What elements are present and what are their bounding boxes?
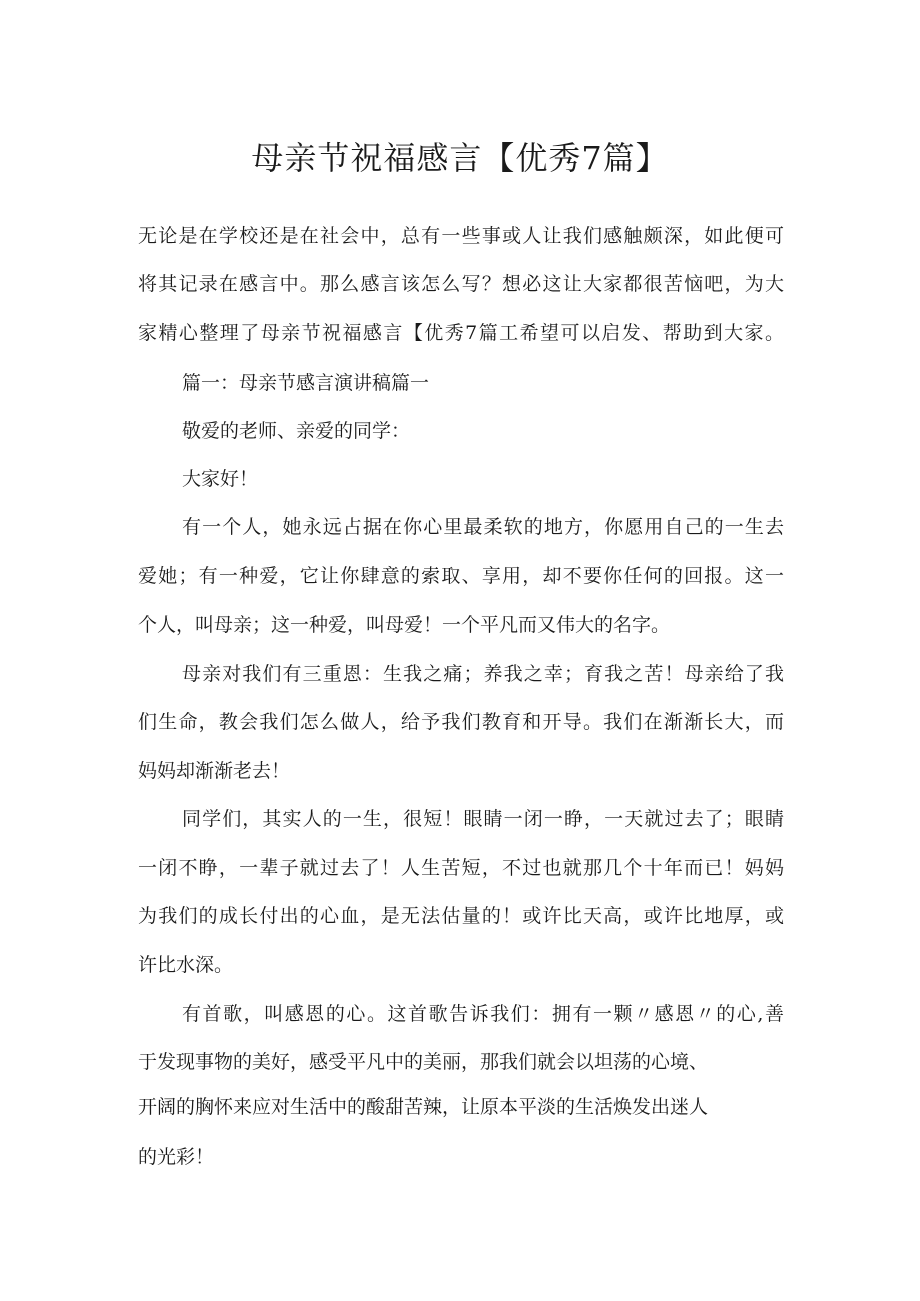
paragraph-2-line-1: 母亲对我们有三重恩：生我之痛；养我之幸；育我之苦！母亲给了我 [182,663,784,685]
paragraph-2-line-2: 们生命，教会我们怎么做人，给予我们教育和开导。我们在渐渐长大，而 [138,711,784,733]
salutation: 敬爱的老师、亲爱的同学： [182,420,411,442]
paragraph-2-line-3: 妈妈却渐渐老去！ [138,760,291,782]
paragraph-4-line-3: 开阔的胸怀来应对生活中的酸甜苦辣，让原本平淡的生活焕发出迷人 [138,1096,709,1118]
section-heading: 篇一：母亲节感言演讲稿篇一 [182,372,430,394]
paragraph-4-line-4: 的光彩！ [138,1146,215,1168]
intro-line-3: 家精心整理了母亲节祝福感言【优秀7篇工希望可以启发、帮助到大家。 [138,322,784,344]
paragraph-3-line-3: 为我们的成长付出的心血，是无法估量的！或许比天高，或许比地厚，或 [138,905,784,927]
paragraph-1-line-3: 个人，叫母亲；这一种爱，叫母爱！一个平凡而又伟大的名字。 [138,614,671,636]
paragraph-1-line-1: 有一个人，她永远占据在你心里最柔软的地方，你愿用自己的一生去 [182,516,784,538]
document-title: 母亲节祝福感言【优秀7篇】 [251,139,669,177]
intro-line-1: 无论是在学校还是在社会中，总有一些事或人让我们感触颇深，如此便可 [138,225,784,247]
paragraph-4-line-1: 有首歌，叫感恩的心。这首歌告诉我们：拥有一颗〃感恩〃的心,善 [182,1003,784,1025]
paragraph-3-line-4: 许比水深。 [138,954,234,976]
paragraph-3-line-2: 一闭不睁，一辈子就过去了！人生苦短，不过也就那几个十年而已！妈妈 [138,857,784,879]
paragraph-3-line-1: 同学们，其实人的一生，很短！眼睛一闭一睁，一天就过去了；眼睛 [182,808,784,830]
intro-line-2: 将其记录在感言中。那么感言该怎么写？想必这让大家都很苦恼吧，为大 [138,273,784,295]
paragraph-4-line-2: 于发现事物的美好，感受平凡中的美丽，那我们就会以坦荡的心境、 [138,1051,709,1073]
greeting: 大家好！ [182,468,259,490]
paragraph-1-line-2: 爱她；有一种爱，它让你肆意的索取、享用，却不要你任何的回报。这一 [138,565,784,587]
